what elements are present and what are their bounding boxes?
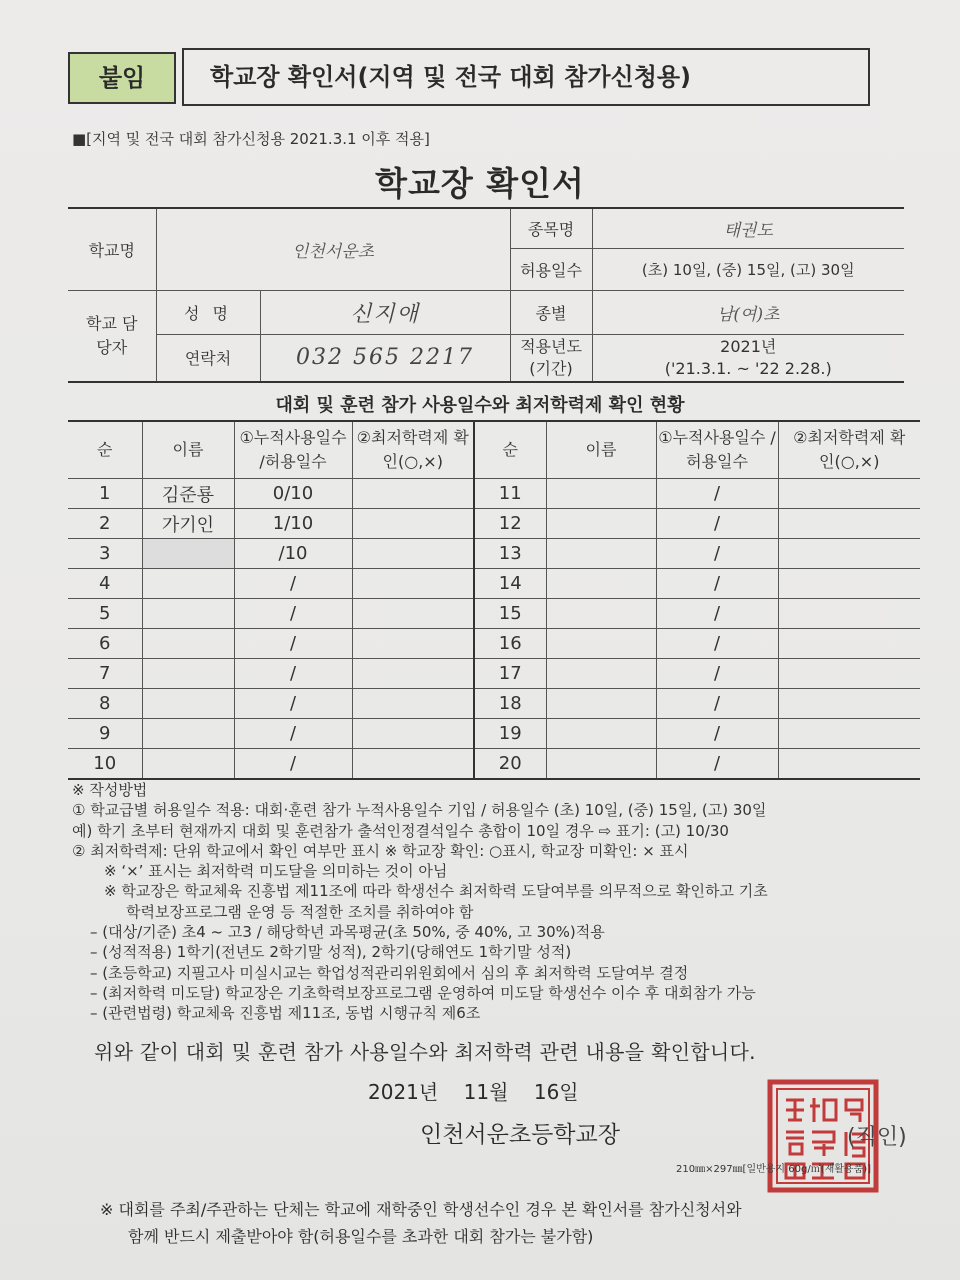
footer-note: [100, 1196, 742, 1250]
table-row: [68, 719, 920, 749]
note-line: ※ 학교장은 학교체육 진흥법 제11조에 따라 학생선수 최저학력 도달여부를 의무적으로 확인하고 기초: [104, 882, 768, 901]
row-no: 15: [474, 599, 546, 629]
row-no: 16: [474, 629, 546, 659]
row-academic: [778, 689, 920, 719]
row-academic: [352, 749, 474, 780]
name-label: 성 명: [156, 290, 260, 334]
row-academic: [352, 629, 474, 659]
row-days: /: [656, 629, 778, 659]
row-days: /: [656, 659, 778, 689]
row-academic: [778, 479, 920, 509]
row-no: 11: [474, 479, 546, 509]
table-row: [68, 509, 920, 539]
note-line: – (초등학교) 지필고사 미실시교는 학업성적관리위원회에서 심의 후 최저학력 도달여부 결정: [90, 963, 689, 982]
row-no: 10: [68, 749, 142, 780]
row-no: 20: [474, 749, 546, 780]
header-name-left: 이름: [142, 421, 234, 479]
row-name: [142, 659, 234, 689]
row-no: 14: [474, 569, 546, 599]
row-academic: [778, 599, 920, 629]
table-row: [68, 749, 920, 780]
note-line: ① 학교급별 허용일수 적용: 대회·훈련 참가 누적사용일수 기입 / 허용일수 (초) 10일, (중) 15일, (고) 30일: [72, 801, 767, 820]
header-no-left: 순: [68, 421, 142, 479]
table-row: [68, 629, 920, 659]
row-days: /: [656, 479, 778, 509]
header-days-right: ①누적사용일수 /허용일수: [656, 421, 778, 479]
row-no: 4: [68, 569, 142, 599]
note-line: – (성적적용) 1학기(전년도 2학기말 성적), 2학기(당해연도 1학기말 성적): [90, 943, 572, 962]
row-days: /: [234, 629, 352, 659]
row-days: /: [234, 749, 352, 780]
row-name: [142, 539, 234, 569]
table-row: [68, 659, 920, 689]
attachment-tag: 붙임: [68, 52, 176, 104]
row-days: /: [656, 509, 778, 539]
table-row: [68, 539, 920, 569]
issue-date: 2021년 11월 16일: [368, 1080, 579, 1104]
row-name: [546, 689, 656, 719]
row-name: 김준룡: [142, 479, 234, 509]
row-no: 5: [68, 599, 142, 629]
applied-note: ■[지역 및 전국 대회 참가신청용 2021.3.1 이후 적용]: [72, 130, 430, 148]
row-name: [142, 719, 234, 749]
row-academic: [778, 509, 920, 539]
row-academic: [778, 539, 920, 569]
row-days: 0/10: [234, 479, 352, 509]
table-row: [68, 689, 920, 719]
contact-label: 연락처: [156, 334, 260, 382]
row-name: [546, 569, 656, 599]
year-label: 적용년도 (기간): [510, 334, 592, 382]
row-days: /: [656, 749, 778, 780]
row-name: [546, 629, 656, 659]
usage-table: [68, 420, 920, 780]
note-line: – (관련법령) 학교체육 진흥법 제11조, 동법 시행규칙 제6조: [90, 1004, 481, 1023]
period-value: ('21.3.1. ~ '22 2.28.): [664, 358, 832, 378]
notes-block: [72, 780, 768, 1024]
row-name: [546, 479, 656, 509]
table-row: [68, 569, 920, 599]
row-name: [546, 539, 656, 569]
row-days: /: [656, 539, 778, 569]
row-academic: [352, 719, 474, 749]
note-line: – (최저학력 미도달) 학교장은 기초학력보장프로그램 운영하여 미도달 학생선수 이수 후 대회참가 가능: [90, 983, 756, 1002]
row-academic: [352, 689, 474, 719]
row-days: /: [656, 599, 778, 629]
row-no: 1: [68, 479, 142, 509]
note-line: 예) 학기 초부터 현재까지 대회 및 훈련참가 출석인정결석일수 총합이 10일 경우 ⇨ 표기: (고) 10/30: [72, 821, 729, 840]
row-academic: [352, 569, 474, 599]
note-line: ※ ‘×’ 표시는 최저학력 미도달을 의미하는 것이 아님: [104, 862, 448, 881]
row-name: [546, 719, 656, 749]
row-name: [546, 599, 656, 629]
row-name: [142, 749, 234, 780]
row-name: [546, 659, 656, 689]
section-title: 대회 및 훈련 참가 사용일수와 최저학력제 확인 현황: [275, 395, 685, 416]
seal-label: (직인): [847, 1125, 907, 1150]
row-no: 12: [474, 509, 546, 539]
header-no-right: 순: [474, 421, 546, 479]
principal-name: 인천서운초등학교장: [420, 1122, 620, 1148]
gender-label: 종별: [510, 290, 592, 334]
row-academic: [778, 659, 920, 689]
name-value: 신지애: [260, 290, 510, 334]
row-academic: [352, 599, 474, 629]
row-no: 6: [68, 629, 142, 659]
header-academic-left: ②최저학력제 확인(○,×): [352, 421, 474, 479]
info-table: [68, 207, 904, 383]
note-line: ② 최저학력제: 단위 학교에서 확인 여부만 표시 ※ 학교장 확인: ○표시, 학교장 미확인: × 표시: [72, 841, 689, 860]
row-days: /: [234, 689, 352, 719]
row-no: 8: [68, 689, 142, 719]
confirm-statement: 위와 같이 대회 및 훈련 참가 사용일수와 최저학력 관련 내용을 확인합니다.: [94, 1040, 756, 1064]
row-academic: [778, 569, 920, 599]
row-no: 19: [474, 719, 546, 749]
row-days: /: [656, 689, 778, 719]
row-academic: [778, 749, 920, 780]
row-days: /: [234, 659, 352, 689]
manager-label: 학교 담당자: [68, 290, 156, 382]
row-days: /: [656, 569, 778, 599]
footer-line: ※ 대회를 주최/주관하는 단체는 학교에 재학중인 학생선수인 경우 본 확인서를 참가신청서와: [100, 1200, 742, 1219]
row-no: 18: [474, 689, 546, 719]
allowed-label: 허용일수: [510, 248, 592, 290]
note-line: ※ 작성방법: [72, 781, 148, 799]
row-days: /: [234, 599, 352, 629]
row-academic: [352, 509, 474, 539]
row-days: /: [234, 569, 352, 599]
row-days: /: [656, 719, 778, 749]
row-academic: [778, 719, 920, 749]
header-academic-right: ②최저학력제 확인(○,×): [778, 421, 920, 479]
row-name: [546, 509, 656, 539]
row-no: 3: [68, 539, 142, 569]
row-no: 17: [474, 659, 546, 689]
header-name-right: 이름: [546, 421, 656, 479]
row-name: 가기인: [142, 509, 234, 539]
contact-value: 032 565 2217: [260, 334, 510, 382]
header-days-left: ①누적사용일수 /허용일수: [234, 421, 352, 479]
table-row: [68, 479, 920, 509]
school-label: 학교명: [68, 208, 156, 290]
row-name: [142, 629, 234, 659]
row-name: [142, 569, 234, 599]
row-academic: [352, 539, 474, 569]
school-value: 인천서운초: [156, 208, 510, 290]
table-row: [68, 599, 920, 629]
gender-value: 남(여)초: [592, 290, 904, 334]
row-academic: [352, 659, 474, 689]
row-academic: [778, 629, 920, 659]
allowed-value: (초) 10일, (중) 15일, (고) 30일: [592, 248, 904, 290]
year-value: 2021년: [720, 336, 777, 356]
row-name: [142, 689, 234, 719]
paper-spec: 210㎜×297㎜[일반용지 60g/㎡(재활용품)]: [676, 1164, 872, 1175]
note-line: – (대상/기준) 초4 ~ 고3 / 해당학년 과목평균(초 50%, 중 40%, 고 30%)적용: [90, 923, 605, 942]
event-value: 태권도: [592, 208, 904, 248]
row-name: [546, 749, 656, 780]
row-name: [142, 599, 234, 629]
row-no: 2: [68, 509, 142, 539]
event-label: 종목명: [510, 208, 592, 248]
row-days: /10: [234, 539, 352, 569]
row-no: 13: [474, 539, 546, 569]
note-line: 학력보장프로그램 운영 등 적절한 조치를 취하여야 함: [126, 902, 474, 921]
row-days: 1/10: [234, 509, 352, 539]
document-title: 학교장 확인서: [375, 164, 585, 203]
header-title: 학교장 확인서(지역 및 전국 대회 참가신청용): [182, 48, 870, 106]
row-no: 9: [68, 719, 142, 749]
row-days: /: [234, 719, 352, 749]
year-cell: [592, 334, 904, 382]
row-academic: [352, 479, 474, 509]
row-no: 7: [68, 659, 142, 689]
footer-line: 함께 반드시 제출받아야 함(허용일수를 초과한 대회 참가는 불가함): [128, 1227, 594, 1246]
